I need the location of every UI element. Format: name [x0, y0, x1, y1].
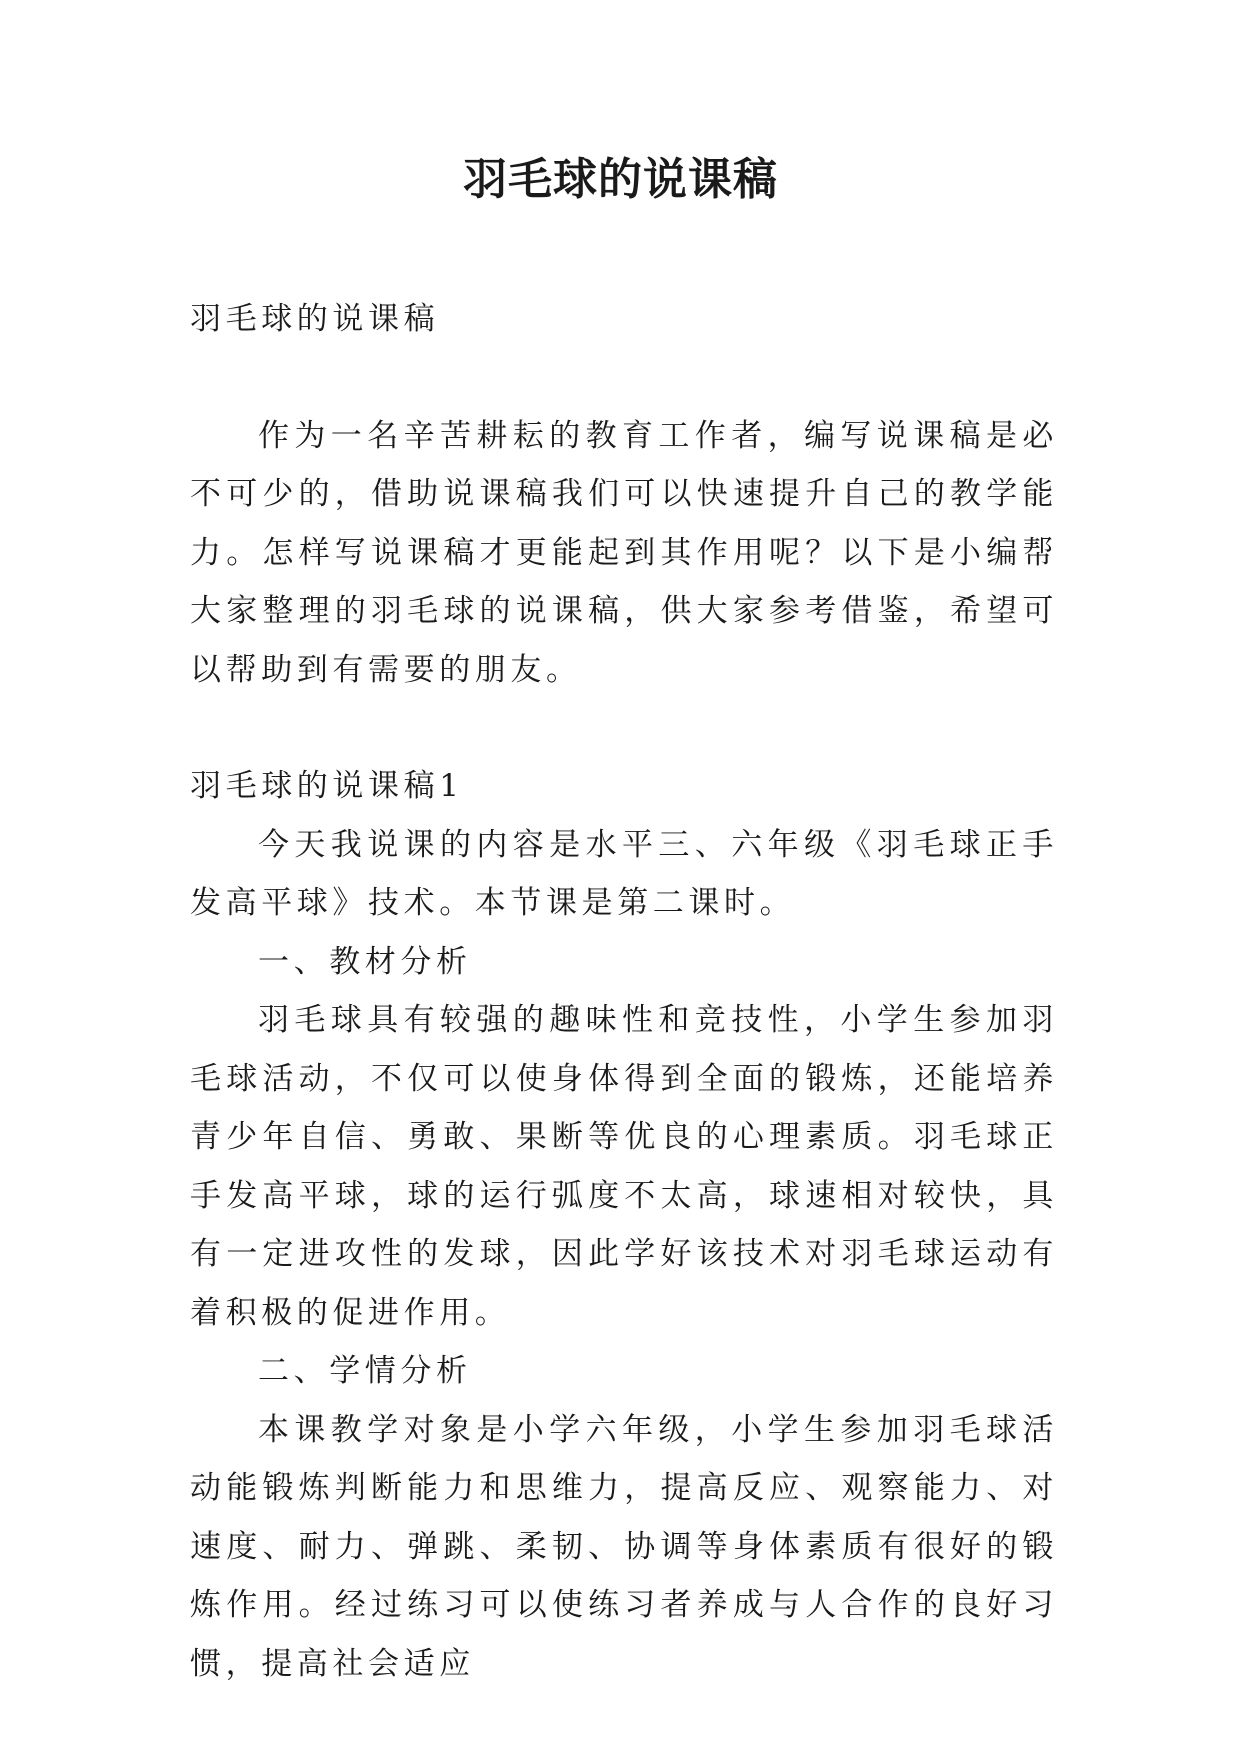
heading-student-analysis: 二、学情分析: [258, 1353, 472, 1389]
section-heading: 羽毛球的说课稿1: [190, 768, 464, 804]
student-analysis-paragraph: 本课教学对象是小学六年级，小学生参加羽毛球活动能锻炼判断能力和思维力，提高反应、观察能力、对速度、耐力、弹跳、柔韧、协调等身体素质有很好的锻炼作用。经过练习可以使练习者养成与人合作的良好习惯，提高社会适应: [190, 1411, 1058, 1682]
subtitle-paragraph: 羽毛球的说课稿: [190, 301, 440, 337]
document-title: 羽毛球的说课稿: [463, 154, 778, 205]
document-body: [190, 290, 1058, 1693]
intro-paragraph: 作为一名辛苦耕耘的教育工作者，编写说课稿是必不可少的，借助说课稿我们可以快速提升自己的教学能力。怎样写说课稿才更能起到其作用呢？以下是小编帮大家整理的羽毛球的说课稿，供大家参考借鉴，希望可以帮助到有需要的朋友。: [190, 417, 1058, 688]
heading-textbook-analysis: 一、教材分析: [258, 943, 472, 980]
textbook-analysis-paragraph: 羽毛球具有较强的趣味性和竞技性，小学生参加羽毛球活动，不仅可以使身体得到全面的锻炼，还能培养青少年自信、勇敢、果断等优良的心理素质。羽毛球正手发高平球，球的运行弧度不太高，球速相对较快，具有一定进攻性的发球，因此学好该技术对羽毛球运动有着积极的促进作用。: [190, 1002, 1058, 1331]
lesson-content-paragraph: 今天我说课的内容是水平三、六年级《羽毛球正手发高平球》技术。本节课是第二课时。: [190, 826, 1058, 921]
